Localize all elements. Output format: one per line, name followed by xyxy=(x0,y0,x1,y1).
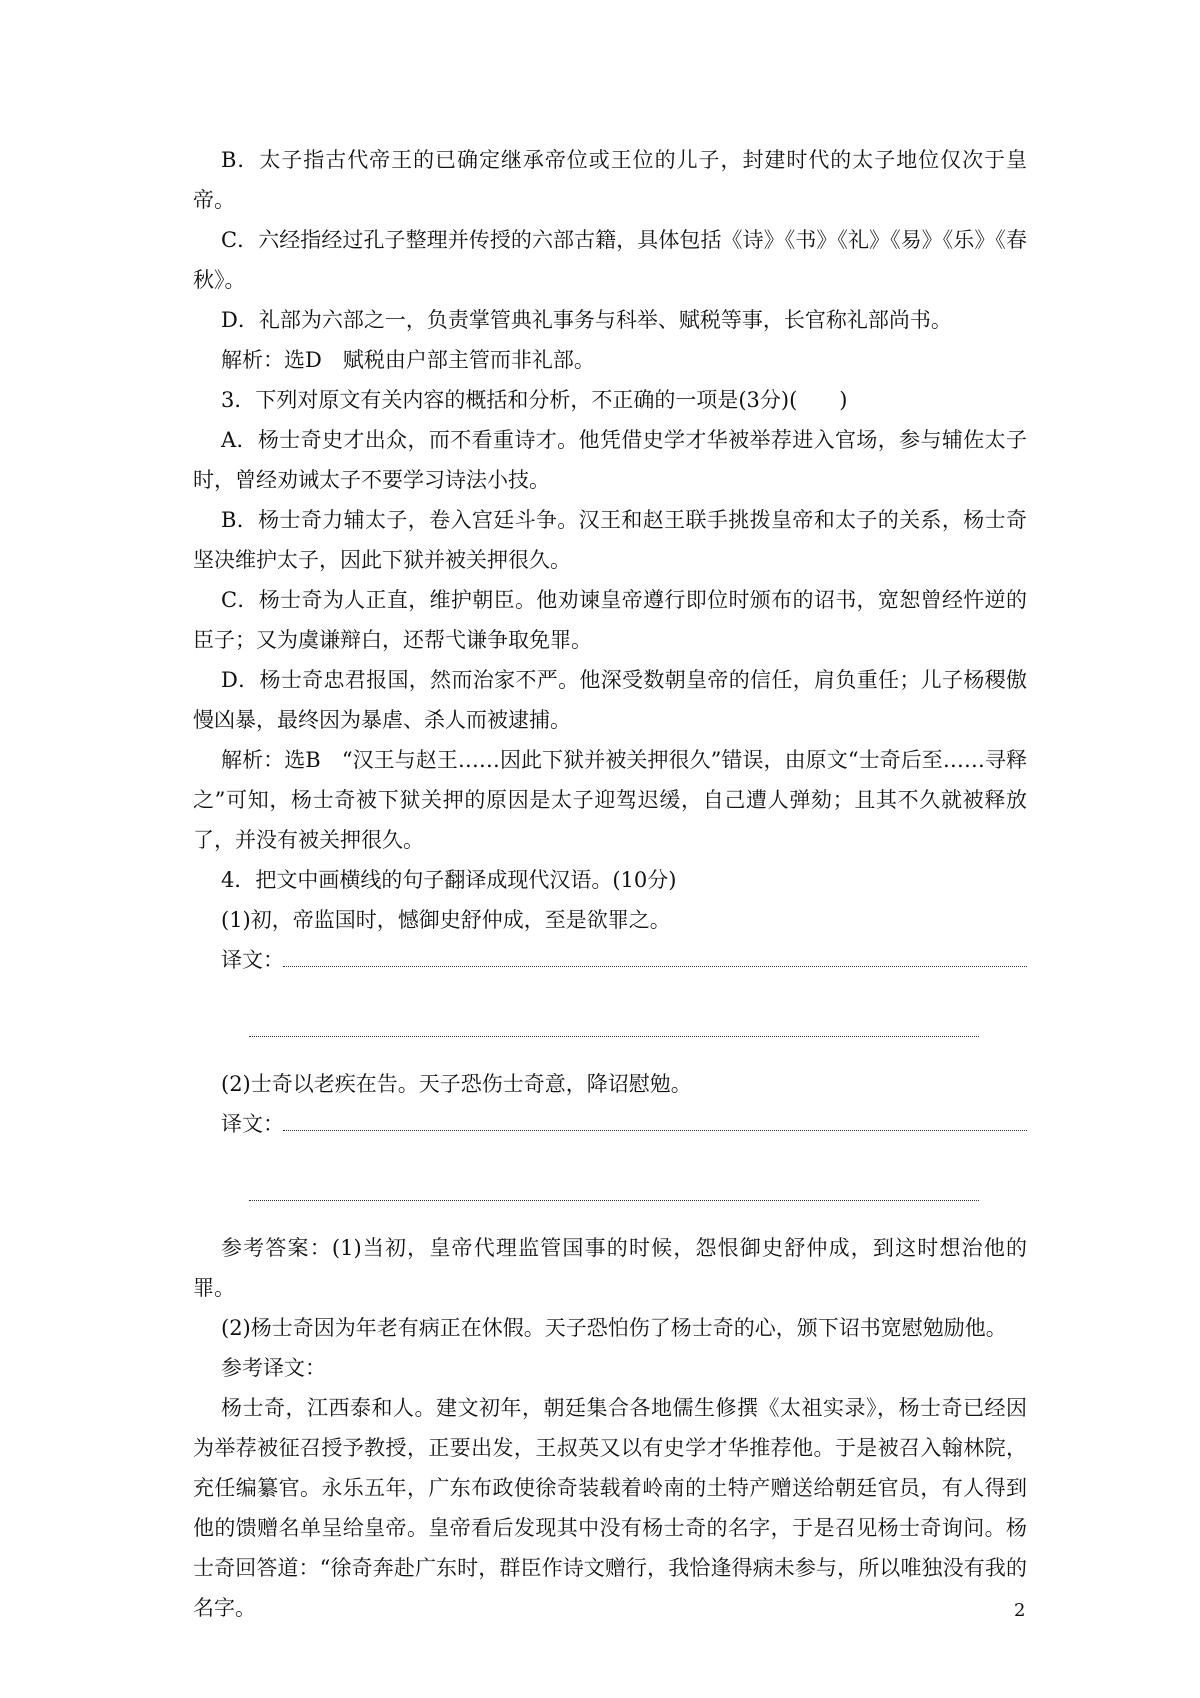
q3-option-c: C．杨士奇为人正直，维护朝臣。他劝谏皇帝遵行即位时颁布的诏书，宽恕曾经忤逆的臣子；又为虞谦辩白，还帮弋谦争取免罪。 xyxy=(193,588,1027,652)
answer-line xyxy=(283,1130,1027,1131)
q4-sentence-1: (1)初，帝监国时，憾御史舒仲成，至是欲罪之。 xyxy=(221,908,671,932)
reference-translation-text: 杨士奇，江西泰和人。建文初年，朝廷集合各地儒生修撰《太祖实录》，杨士奇已经因为举荐被征召授予教授，正要出发，王叔英又以有史学才华推荐他。于是被召入翰林院，充任编纂官。永乐五年，广东布政使徐奇装载着岭南的土特产赠送给朝廷官员，有人得到他的馈赠名单呈给皇帝。皇帝看后发现其中没有杨士奇的名字，于是召见杨士奇询问。杨士奇回答道：“徐奇奔赴广东时，群臣作诗文赠行，我恰逢得病未参与，所以唯独没有我的名字。 xyxy=(193,1396,1027,1620)
reference-translation-heading: 参考译文： xyxy=(221,1356,326,1380)
document-body xyxy=(193,140,1027,1628)
q3-option-b: B．杨士奇力辅太子，卷入宫廷斗争。汉王和赵王联手挑拨皇帝和太子的关系，杨士奇坚决维护太子，因此下狱并被关押很久。 xyxy=(193,508,1027,572)
answer-line-2 xyxy=(193,1024,1027,1064)
analysis-2: 解析：选D 赋税由户部主管而非礼部。 xyxy=(221,348,595,372)
translation-label: 译文： xyxy=(221,948,284,972)
option-d-text: D．礼部为六部之一，负责掌管典礼事务与科举、赋税等事，长官称礼部尚书。 xyxy=(221,308,952,332)
answer-line xyxy=(283,966,1027,967)
reference-answer-1: 参考答案：(1)当初，皇帝代理监管国事的时候，怨恨御史舒仲成，到这时想治他的罪。 xyxy=(193,1236,1027,1300)
question-4: 4．把文中画横线的句子翻译成现代汉语。(10分) xyxy=(221,868,677,892)
option-c-text: C．六经指经过孔子整理并传授的六部古籍，具体包括《诗》《书》《礼》《易》《乐》《春秋》。 xyxy=(193,228,1027,292)
page-number: 2 xyxy=(1014,1600,1026,1621)
translation-label: 译文： xyxy=(221,1112,284,1136)
translation-field-1[interactable] xyxy=(221,940,1027,980)
q3-option-d: D．杨士奇忠君报国，然而治家不严。他深受数朝皇帝的信任，肩负重任；儿子杨稷傲慢凶暴，最终因为暴虐、杀人而被逮捕。 xyxy=(193,668,1027,732)
question-3: 3．下列对原文有关内容的概括和分析，不正确的一项是(3分)( ) xyxy=(221,388,848,412)
answer-line-2 xyxy=(193,1188,1027,1228)
translation-field-2[interactable] xyxy=(221,1104,1027,1144)
option-b-text: B．太子指古代帝王的已确定继承帝位或王位的儿子，封建时代的太子地位仅次于皇帝。 xyxy=(193,148,1027,212)
reference-answer-2: (2)杨士奇因为年老有病正在休假。天子恐怕伤了杨士奇的心，颁下诏书宽慰勉励他。 xyxy=(221,1316,1007,1340)
q4-sentence-2: (2)士奇以老疾在告。天子恐伤士奇意，降诏慰勉。 xyxy=(221,1072,692,1096)
analysis-3: 解析：选B “汉王与赵王……因此下狱并被关押很久”错误，由原文“士奇后至……寻释之”可知，杨士奇被下狱关押的原因是太子迎驾迟缓，自己遭人弹劾；且其不久就被释放了，并没有被关押很久。 xyxy=(193,748,1027,852)
q3-option-a: A．杨士奇史才出众，而不看重诗才。他凭借史学才华被举荐进入官场，参与辅佐太子时，曾经劝诫太子不要学习诗法小技。 xyxy=(193,428,1027,492)
